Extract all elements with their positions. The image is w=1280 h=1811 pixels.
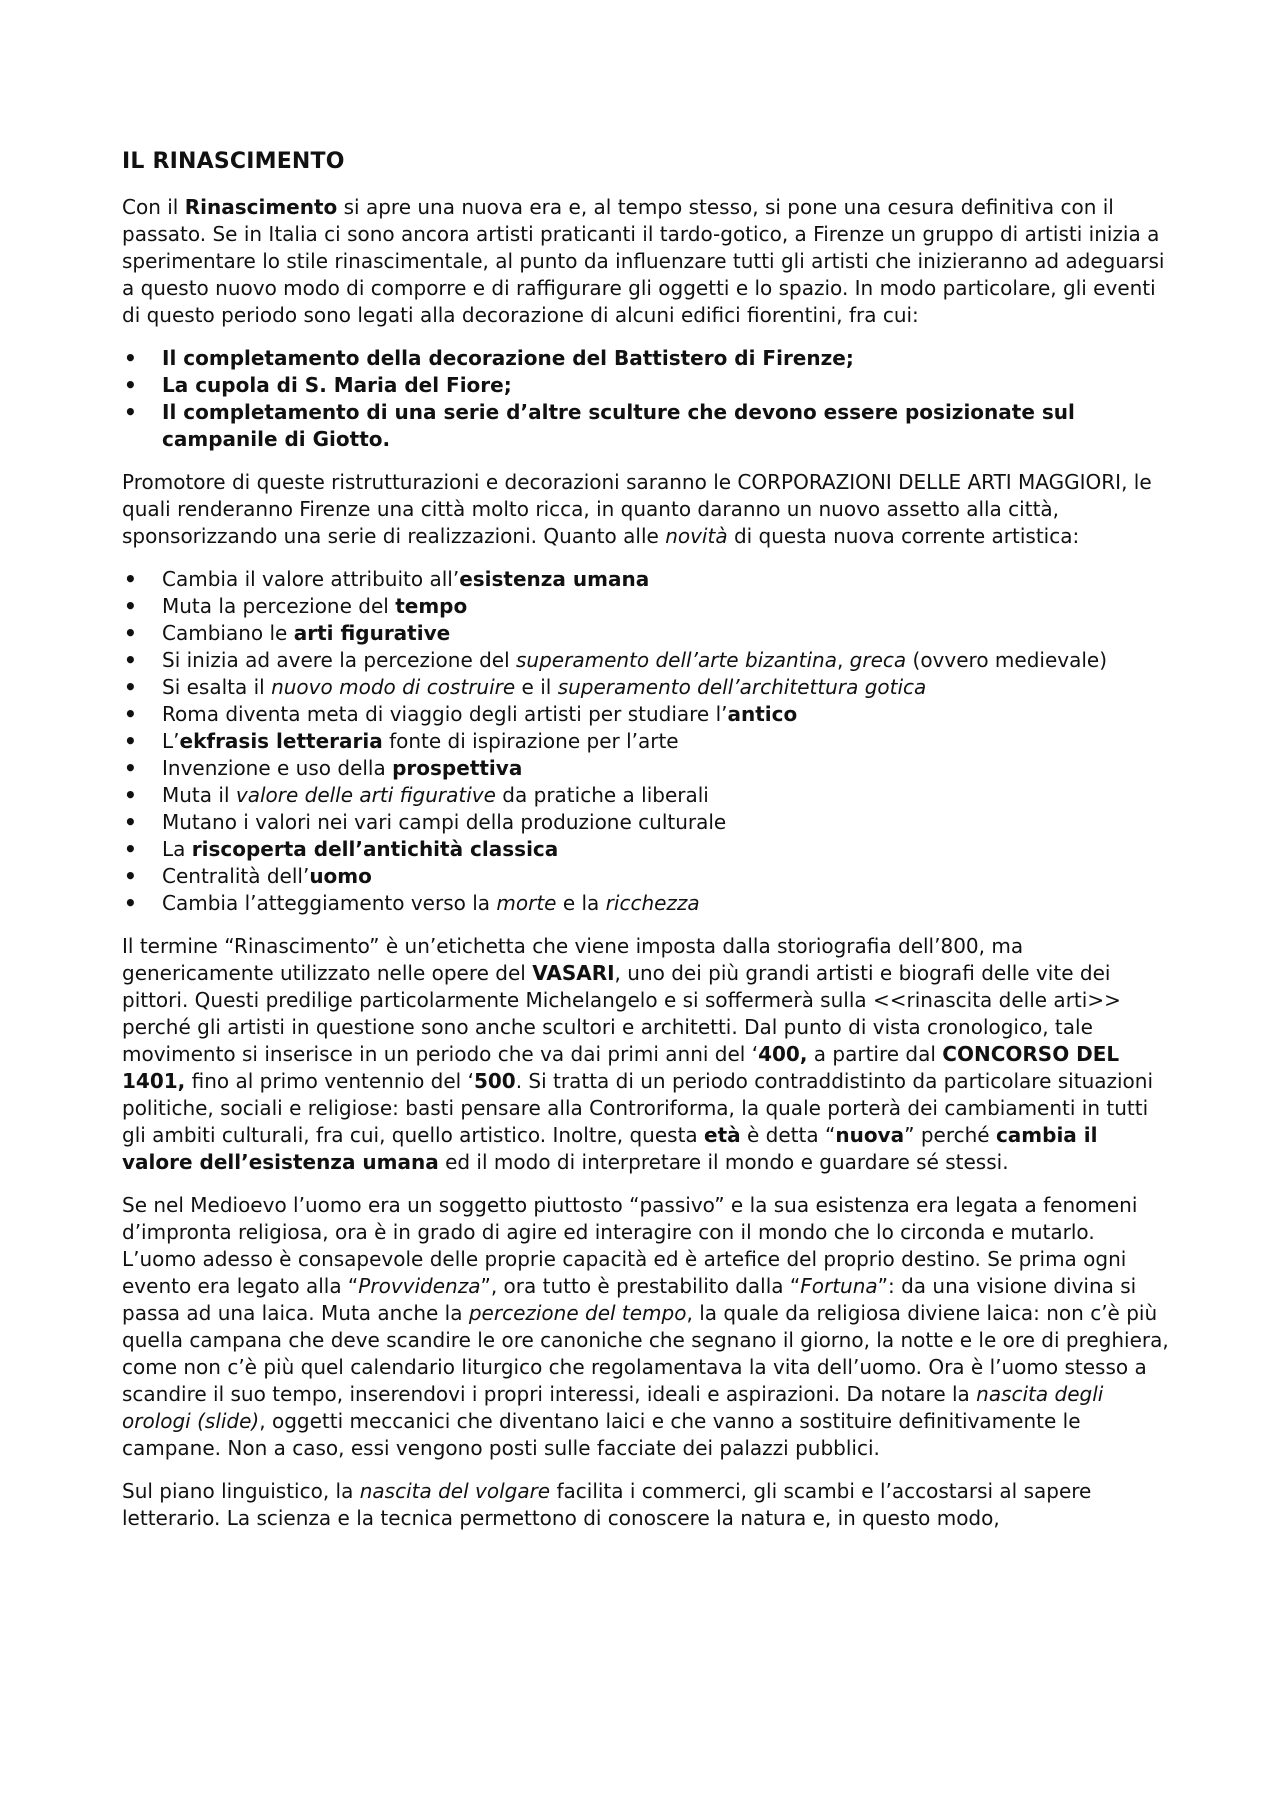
paragraph-termine: Il termine “Rinascimento” è un’etichetta che viene imposta dalla storiografia dell’800, ma genericamente utilizzato nelle opere del VASARI, uno dei più grandi artisti e biografi delle vite dei pittori. Questi predilige particolarmente Michelangelo e si soffermerà sulla <<rinascita delle arti>> perché gli artisti in questione sono anche scultori e architetti. Dal punto di vista cronologico, tale movimento si inserisce in un periodo che va dai primi anni del ‘400, a partire dal CONCORSO DEL 1401, fino al primo ventennio del ‘500. Si tratta di un periodo contraddistinto da particolare situazioni politiche, sociali e religiose: basti pensare alla Controriforma, la quale porterà dei cambiamenti in tutti gli ambiti culturali, fra cui, quello artistico. Inoltre, questa età è detta “nuova” perché cambia il valore dell’esistenza umana ed il modo di interpretare il mondo e guardare sé stessi. <box>122 934 1154 1174</box>
buildings-list <box>122 345 1172 453</box>
page-title: IL RINASCIMENTO <box>122 149 345 174</box>
paragraph-medioevo: Se nel Medioevo l’uomo era un soggetto piuttosto “passivo” e la sua esistenza era legata a fenomeni d’impronta religiosa, ora è in grado di agire ed interagire con il mondo che lo circonda e mutarlo. L’uomo adesso è consapevole delle proprie capacità ed è artefice del proprio destino. Se prima ogni evento era legato alla “Provvidenza”, ora tutto è prestabilito dalla “Fortuna”: da una visione divina si passa ad una laica. Muta anche la percezione del tempo, la quale da religiosa diviene laica: non c’è più quella campana che deve scandire le ore canoniche che segnano il giorno, la notte e le ore di preghiera, come non c’è più quel calendario liturgico che regolamentava la vita dell’uomo. Ora è l’uomo stesso a scandire il suo tempo, inserendovi i propri interessi, ideali e aspirazioni. Da notare la nascita degli orologi (slide), oggetti meccanici che diventano laici e che vanno a sostituire definitivamente le campane. Non a caso, essi vengono posti sulle facciate dei palazzi pubblici. <box>122 1193 1169 1460</box>
list-item: • Cambia il valore attribuito all’esistenza umana <box>122 566 1172 593</box>
list-item: • La cupola di S. Maria del Fiore; <box>122 372 1172 399</box>
text-run: di questa nuova corrente artistica: <box>727 524 1080 548</box>
list-item: • La riscoperta dell’antichità classica <box>122 836 1172 863</box>
text-run: Promotore di queste ristrutturazioni e decorazioni saranno le CORPORAZIONI DELLE ARTI MAGGIORI, le quali renderanno Firenze una città molto ricca, in quanto daranno un nuovo assetto alla città, sponsorizzando una serie di realizzazioni. Quanto alle <box>122 470 1152 548</box>
list-item: • Invenzione e uso della prospettiva <box>122 755 1172 782</box>
list-item: • Il completamento della decorazione del Battistero di Firenze; <box>122 345 1172 372</box>
list-item: • Mutano i valori nei vari campi della produzione culturale <box>122 809 1172 836</box>
italic-run: novità <box>665 524 728 548</box>
text-run: Con il <box>122 195 185 219</box>
list-item: • Cambia l’atteggiamento verso la morte e la ricchezza <box>122 890 1172 917</box>
list-item: • Centralità dell’uomo <box>122 863 1172 890</box>
list-item: • Il completamento di una serie d’altre sculture che devono essere posizionate sul campanile di Giotto. <box>122 399 1172 453</box>
bold-run: Rinascimento <box>184 195 338 219</box>
document-page <box>122 148 1172 1548</box>
list-item: • Muta il valore delle arti figurative da pratiche a liberali <box>122 782 1172 809</box>
list-item: • Si inizia ad avere la percezione del superamento dell’arte bizantina, greca (ovvero medievale) <box>122 647 1172 674</box>
paragraph-corporazioni <box>122 469 1172 550</box>
list-item: • Si esalta il nuovo modo di costruire e il superamento dell’architettura gotica <box>122 674 1172 701</box>
paragraph-linguistico: Sul piano linguistico, la nascita del volgare facilita i commerci, gli scambi e l’accostarsi al sapere letterario. La scienza e la tecnica permettono di conoscere la natura e, in questo modo, <box>122 1479 1092 1530</box>
list-item: • Cambiano le arti figurative <box>122 620 1172 647</box>
novelties-list <box>122 566 1172 917</box>
list-item: • L’ekfrasis letteraria fonte di ispirazione per l’arte <box>122 728 1172 755</box>
text-run: si apre una nuova era e, al tempo stesso, si pone una cesura definitiva con il passato. Se in Italia ci sono ancora artisti praticanti il tardo-gotico, a Firenze un gruppo di artisti inizia a sperimentare lo stile rinascimentale, al punto da influenzare tutti gli artisti che inizieranno ad adeguarsi a questo nuovo modo di comporre e di raffigurare gli oggetti e lo spazio. In modo particolare, gli eventi di questo periodo sono legati alla decorazione di alcuni edifici fiorentini, fra cui: <box>122 195 1165 327</box>
list-item: • Muta la percezione del tempo <box>122 593 1172 620</box>
list-item: • Roma diventa meta di viaggio degli artisti per studiare l’antico <box>122 701 1172 728</box>
paragraph-intro <box>122 194 1172 329</box>
